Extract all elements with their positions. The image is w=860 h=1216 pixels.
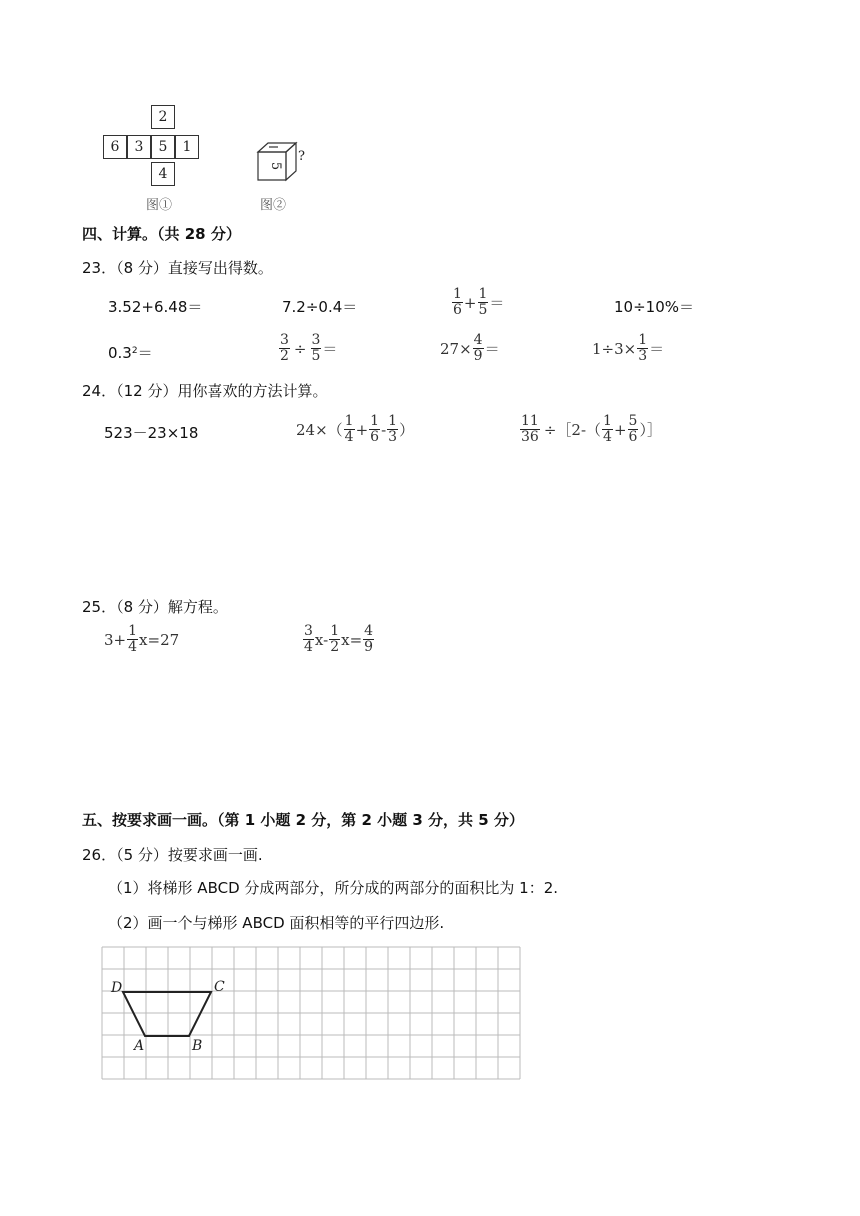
question-24-label: 24．（12 分）用你喜欢的方法计算。 <box>82 382 328 400</box>
fraction: $\frac{4}{9}$ <box>473 332 483 364</box>
fraction: $\frac{1}{3}$ <box>638 332 648 364</box>
q24-expr-3: $\frac{11}{36}$ ÷［2-（ $\frac{1}{4}$ + $\frac{5}{6}$ ）］ <box>521 413 662 445</box>
section-4-title: 四、计算。（共 28 分） <box>82 225 241 243</box>
question-26-label: 26．（5 分）按要求画一画. <box>82 846 263 864</box>
trapezoid-abcd <box>123 992 211 1036</box>
net-cell-left1: 3 <box>127 135 151 159</box>
vertex-label-c: C <box>214 979 225 995</box>
q23-item-d: 10÷10%＝ <box>614 298 694 316</box>
net-cell-right: 1 <box>175 135 199 159</box>
q25-equation-1: 3+ $\frac{1}{4}$ x=27 <box>104 623 180 655</box>
q23-item-e: 0.3 $^2$ ＝ <box>108 343 153 362</box>
vertex-label-a: A <box>134 1038 145 1054</box>
q24-expr-1: 523－23×18 <box>104 424 199 442</box>
grid-lines <box>102 947 520 1079</box>
fraction: $\frac{3}{2}$ <box>280 332 289 364</box>
fraction: $\frac{1}{5}$ <box>478 286 488 318</box>
question-26-sub-1: （1）将梯形 ABCD 分成两部分，所分成的两部分的面积比为 1：2. <box>108 879 559 897</box>
cube-side-mark: ? <box>298 149 305 164</box>
q23-item-b: 7.2÷0.4＝ <box>282 298 358 316</box>
vertex-label-d: D <box>111 980 123 996</box>
cube-figure <box>252 138 306 184</box>
q23-item-f: $\frac{3}{2}$ ÷ $\frac{3}{5}$ ＝ <box>280 332 338 364</box>
fraction: $\frac{1}{4}$ <box>603 413 612 445</box>
fraction: $\frac{1}{3}$ <box>388 413 398 445</box>
fraction: $\frac{1}{2}$ <box>330 623 340 655</box>
question-26-sub-2: （2）画一个与梯形 ABCD 面积相等的平行四边形. <box>108 914 445 932</box>
vertex-label-b: B <box>192 1038 203 1054</box>
q23-item-h: 1÷3× $\frac{1}{3}$ ＝ <box>592 332 665 364</box>
fraction: $\frac{1}{6}$ <box>370 413 380 445</box>
fraction: $\frac{1}{4}$ <box>344 413 354 445</box>
question-23-label: 23．（8 分）直接写出得数。 <box>82 259 273 277</box>
question-25-label: 25．（8 分）解方程。 <box>82 598 228 616</box>
q23-item-g: 27× $\frac{4}{9}$ ＝ <box>440 332 500 364</box>
q25-equation-2: $\frac{3}{4}$ x- $\frac{1}{2}$ x= $\frac{4}{9}$ <box>304 623 374 655</box>
cube-front-digit: 5 <box>268 161 283 171</box>
fraction: $\frac{1}{4}$ <box>128 623 138 655</box>
fraction: $\frac{11}{36}$ <box>521 413 539 445</box>
section-5-title: 五、按要求画一画。（第 1 小题 2 分，第 2 小题 3 分，共 5 分） <box>82 811 524 829</box>
trapezoid-grid <box>101 946 521 1082</box>
fraction: $\frac{5}{6}$ <box>628 413 638 445</box>
figure-caption-2: 图② <box>260 198 287 213</box>
fraction: $\frac{4}{9}$ <box>364 623 374 655</box>
figure-caption-1: 图① <box>146 198 173 213</box>
cube-net-figure <box>100 105 205 189</box>
q23-item-a: 3.52+6.48＝ <box>108 298 203 316</box>
fraction: $\frac{3}{5}$ <box>311 332 321 364</box>
fraction: $\frac{3}{4}$ <box>304 623 313 655</box>
fraction: $\frac{1}{6}$ <box>453 286 462 318</box>
q24-expr-2: 24×（ $\frac{1}{4}$ + $\frac{1}{6}$ - $\frac{1}{3}$ ） <box>296 413 415 445</box>
net-cell-center: 5 <box>151 135 175 159</box>
net-cell-top: 2 <box>151 105 175 129</box>
q23-item-c: $\frac{1}{6}$ + $\frac{1}{5}$ ＝ <box>453 286 505 318</box>
net-cell-bottom: 4 <box>151 162 175 186</box>
net-cell-left2: 6 <box>103 135 127 159</box>
